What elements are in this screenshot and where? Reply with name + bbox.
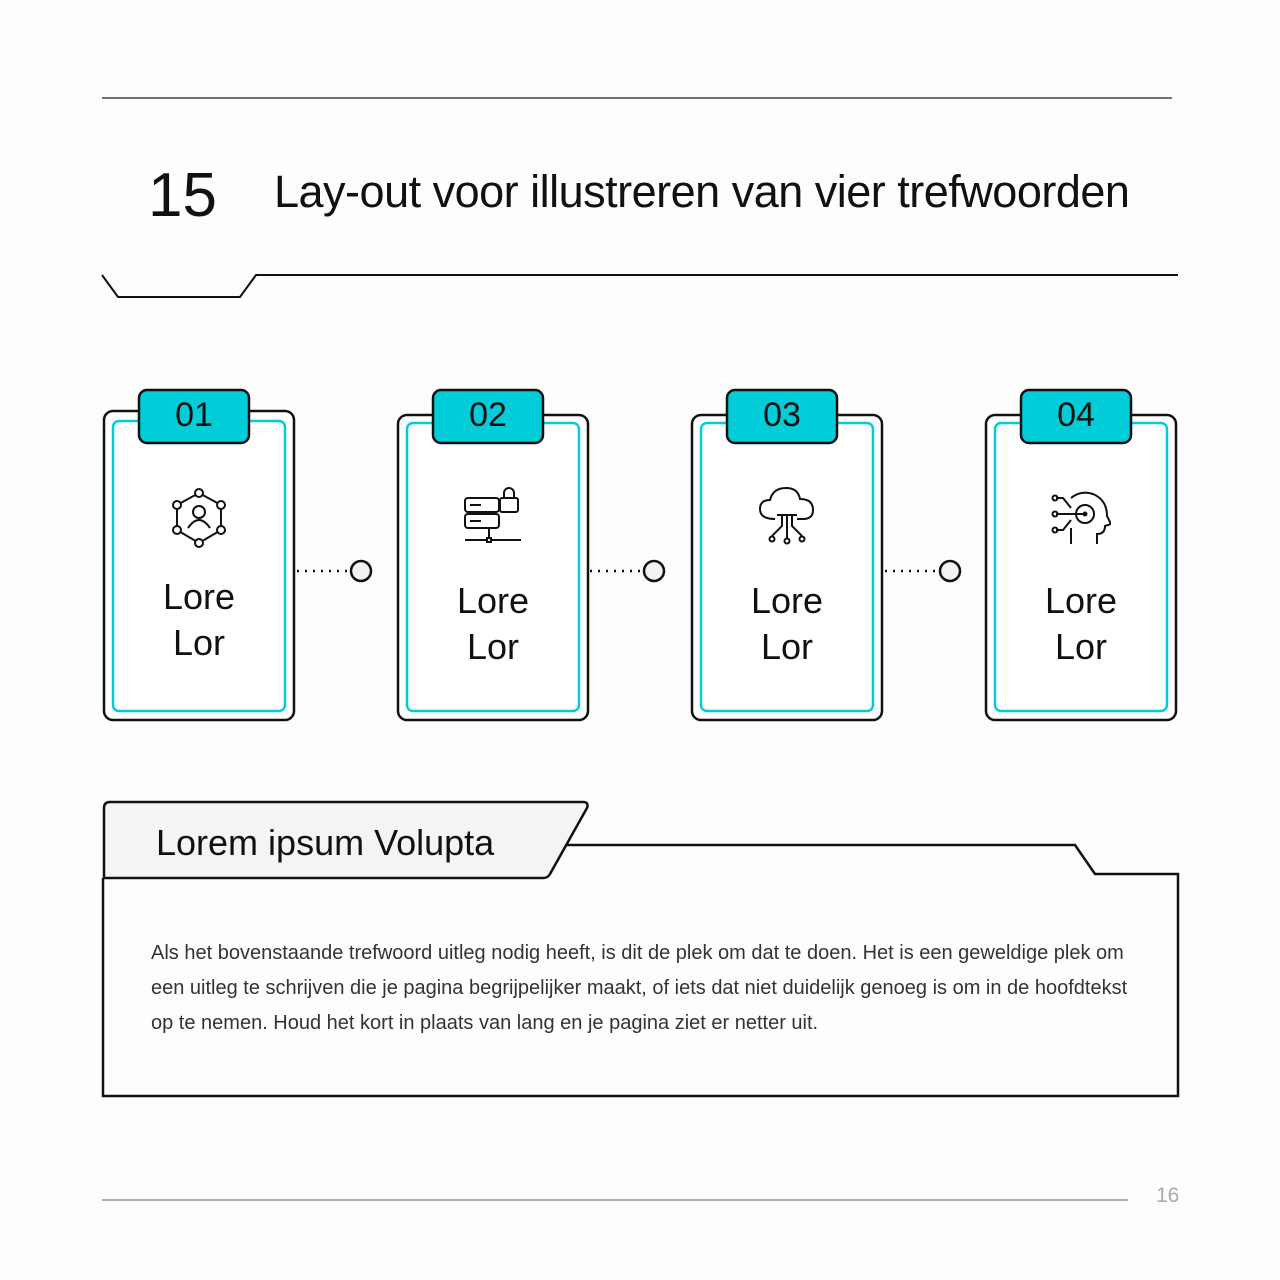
label-line: Lore: [456, 580, 530, 621]
network-user-icon: [169, 488, 229, 548]
card-number: 01: [175, 396, 213, 434]
card-label: [986, 578, 1176, 670]
header-divider: [102, 275, 1178, 297]
card-frames: [104, 390, 1176, 720]
label-line: Lore: [1044, 580, 1118, 621]
label-line: Lor: [172, 622, 226, 663]
info-box-title: Lorem ipsum Volupta: [156, 822, 495, 863]
card-label: [104, 574, 294, 666]
card-label: [692, 578, 882, 670]
card-number: 04: [1057, 396, 1095, 434]
page-title: Lay-out voor illustreren van vier trefwoorden: [274, 166, 1130, 217]
card-number: 02: [469, 396, 507, 434]
label-line: Lore: [750, 580, 824, 621]
label-line: Lor: [760, 626, 814, 667]
label-line: Lor: [1054, 626, 1108, 667]
section-number: 15: [148, 161, 217, 230]
card-number: 03: [763, 396, 801, 434]
server-lock-icon: [463, 486, 523, 546]
card-label: [398, 578, 588, 670]
info-box-body: Als het bovenstaande trefwoord uitleg nodig heeft, is dit de plek om dat te doen. Het is een geweldige plek om een uitleg te schrijven die je pagina begrijpelijker maakt, of iets dat niet duidelijk genoeg is om in de hoofdtekst op te nemen. Houd het kort in plaats van lang en je pagina ziet er netter uit.: [151, 942, 1128, 1034]
ai-head-icon: [1051, 488, 1111, 548]
cloud-circuit-icon: [757, 486, 817, 546]
page-number: 16: [1156, 1184, 1180, 1207]
label-line: Lore: [162, 576, 236, 617]
label-line: Lor: [466, 626, 520, 667]
